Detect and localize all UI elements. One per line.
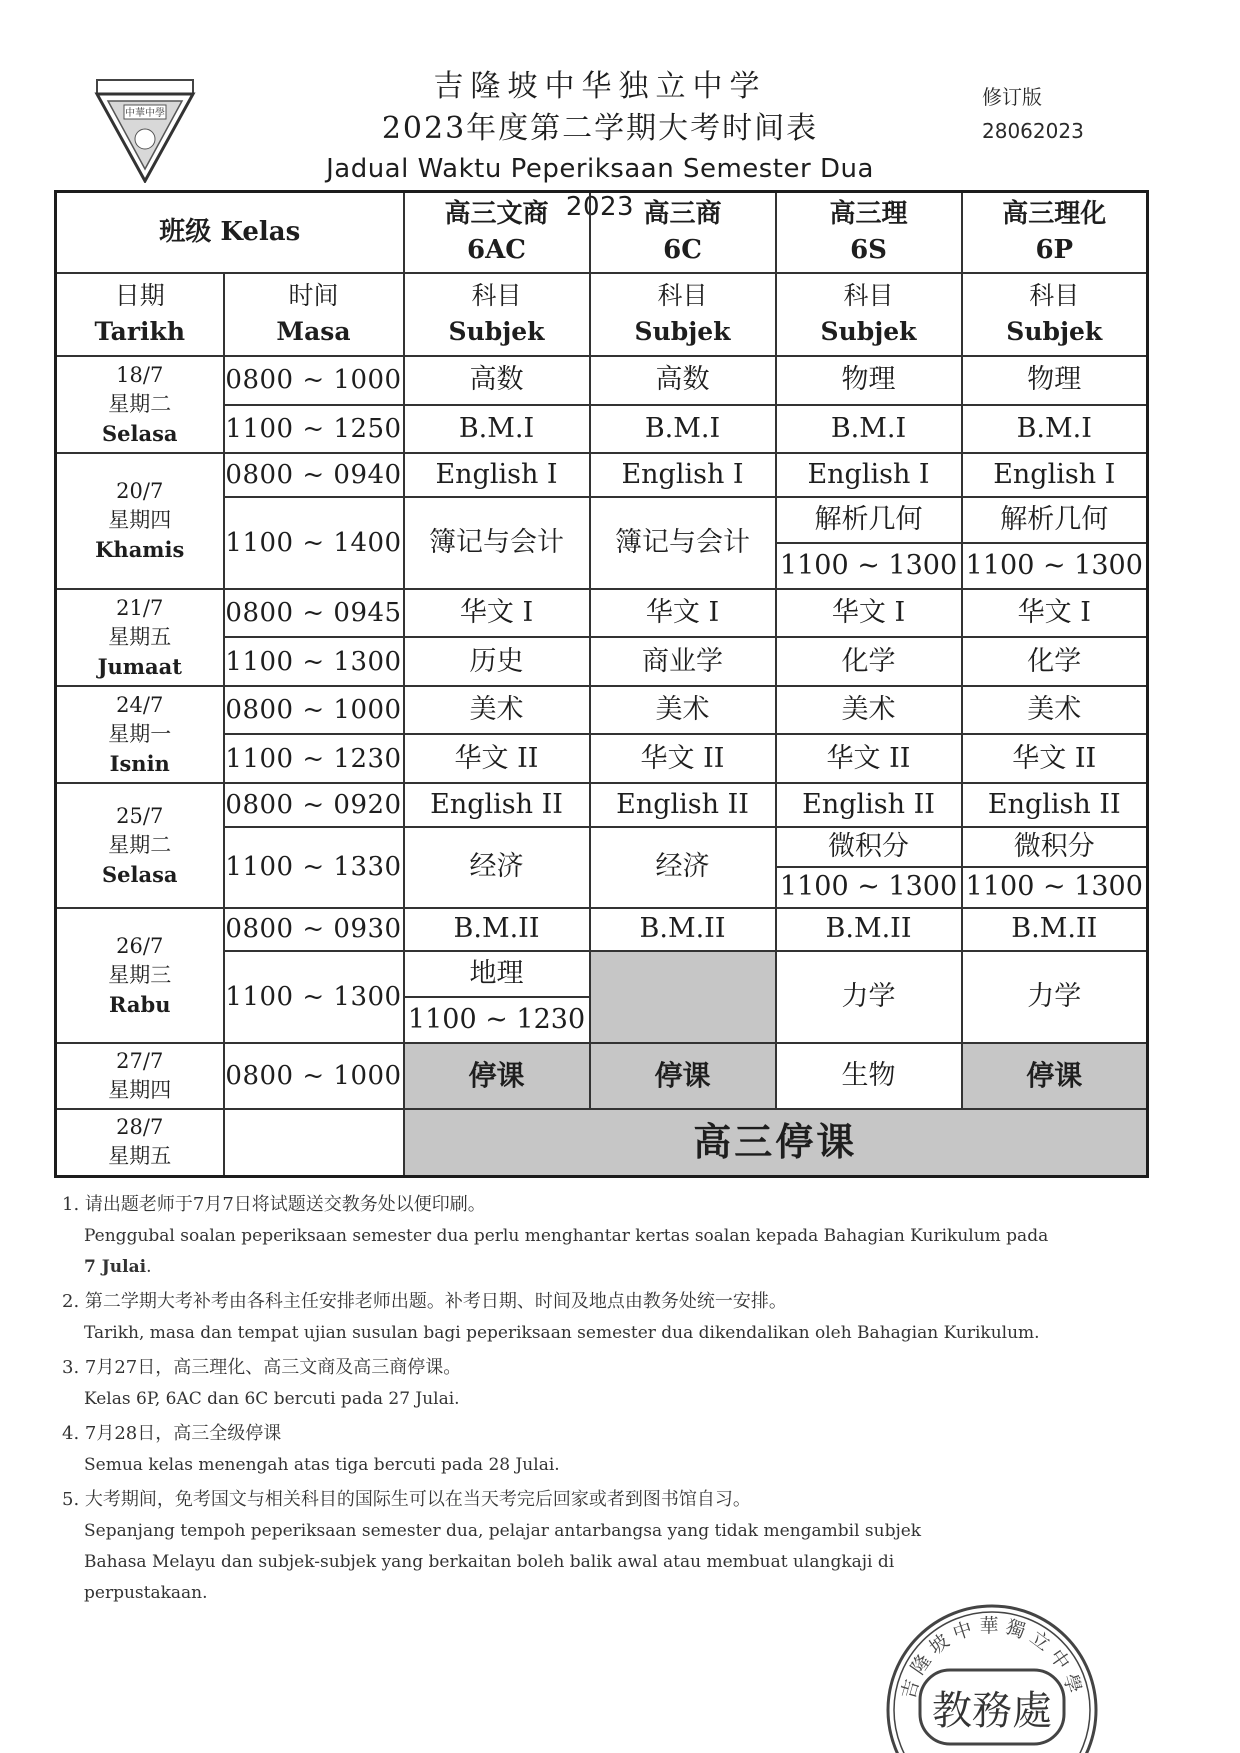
subject-cell: 高数 <box>404 356 590 405</box>
subject-cell: English I <box>776 453 962 497</box>
date-cell: 24/7 星期一 Isnin <box>56 686 224 783</box>
office-seal-stamp <box>872 1600 1112 1753</box>
subject-cell: 生物 <box>776 1043 962 1109</box>
subject-cell: 物理 <box>962 356 1148 405</box>
subject-header: 科目 Subjek <box>776 273 962 356</box>
subject-cell: 华文 I <box>776 589 962 638</box>
class-6ac: 高三文商 6AC <box>404 192 590 273</box>
time-cell: 1100 ~ 1300 <box>224 951 404 1043</box>
subject-cell: 美术 <box>776 686 962 735</box>
subject-cell: English II <box>404 783 590 827</box>
school-name: 吉隆坡中华独立中学 <box>433 69 767 104</box>
subject-cell: 美术 <box>404 686 590 735</box>
class-label: 班级 Kelas <box>56 192 404 273</box>
time-header: 时间 Masa <box>224 273 404 356</box>
time-cell: 0800 ~ 0930 <box>224 908 404 952</box>
subject-cell: 簿记与会计 <box>404 497 590 589</box>
subject-cell: 经济 <box>590 827 776 908</box>
time-cell: 0800 ~ 0940 <box>224 453 404 497</box>
no-class-cell: 停课 <box>590 1043 776 1109</box>
subject-cell: English I <box>404 453 590 497</box>
note-ms: Semua kelas menengah atas tiga bercuti pada 28 Julai. <box>84 1455 560 1475</box>
subject-cell: B.M.II <box>776 908 962 952</box>
time-cell: 1100 ~ 1330 <box>224 827 404 908</box>
time-cell: 0800 ~ 1000 <box>224 686 404 735</box>
subject-cell: B.M.I <box>590 405 776 454</box>
schedule-row <box>56 356 1148 405</box>
date-cell: 27/7 星期四 <box>56 1043 224 1109</box>
subject-cell: 簿记与会计 <box>590 497 776 589</box>
subject-cell: 美术 <box>962 686 1148 735</box>
date-cell: 21/7 星期五 Jumaat <box>56 589 224 686</box>
subject-cell: 华文 I <box>962 589 1148 638</box>
subject-cell: 力学 <box>776 951 962 1043</box>
notes-section <box>62 1188 1142 1611</box>
subject-header: 科目 Subjek <box>962 273 1148 356</box>
time-cell: 0800 ~ 0920 <box>224 783 404 827</box>
subject-cell: B.M.II <box>962 908 1148 952</box>
exam-timetable <box>54 190 1149 1178</box>
note-ms: Penggubal soalan peperiksaan semester dua perlu menghantar kertas soalan kepada Bahagian Kurikulum pada 7 Julai. <box>84 1226 1049 1277</box>
subject-cell: 经济 <box>404 827 590 908</box>
subject-cell-with-time: 地理 1100 ~ 1230 <box>404 951 590 1043</box>
note-4 <box>62 1417 1142 1481</box>
schedule-row <box>56 783 1148 827</box>
subject-cell-with-time: 微积分 1100 ~ 1300 <box>962 827 1148 908</box>
subject-header: 科目 Subjek <box>404 273 590 356</box>
date-cell: 18/7 星期二 Selasa <box>56 356 224 453</box>
schedule-row <box>56 686 1148 735</box>
time-cell <box>224 1109 404 1177</box>
subject-cell: English I <box>962 453 1148 497</box>
schedule-row <box>56 908 1148 952</box>
time-cell: 1100 ~ 1300 <box>224 637 404 686</box>
subject-cell-with-time: 解析几何 1100 ~ 1300 <box>962 497 1148 589</box>
subject-cell: English II <box>962 783 1148 827</box>
class-6c: 高三商 6C <box>590 192 776 273</box>
class-6p: 高三理化 6P <box>962 192 1148 273</box>
subject-cell: 华文 II <box>404 734 590 783</box>
subject-cell: 华文 II <box>776 734 962 783</box>
note-5 <box>62 1483 1142 1609</box>
note-ms: Tarikh, masa dan tempat ujian susulan bagi peperiksaan semester dua dikendalikan oleh Bahagian Kurikulum. <box>84 1323 1040 1343</box>
time-cell: 0800 ~ 1000 <box>224 356 404 405</box>
note-1 <box>62 1188 1142 1283</box>
schedule-row <box>56 1109 1148 1177</box>
subject-cell: B.M.I <box>962 405 1148 454</box>
subject-cell-with-time: 解析几何 1100 ~ 1300 <box>776 497 962 589</box>
note-3 <box>62 1351 1142 1415</box>
class-row <box>56 192 1148 273</box>
subject-cell: B.M.I <box>776 405 962 454</box>
time-cell: 1100 ~ 1230 <box>224 734 404 783</box>
subject-cell: 华文 II <box>590 734 776 783</box>
schedule-row <box>56 1043 1148 1109</box>
note-zh: 3. 7月27日，高三理化、高三文商及高三商停课。 <box>62 1357 462 1378</box>
subject-cell: 历史 <box>404 637 590 686</box>
subject-cell: 化学 <box>776 637 962 686</box>
date-header: 日期 Tarikh <box>56 273 224 356</box>
subject-cell-with-time: 微积分 1100 ~ 1300 <box>776 827 962 908</box>
seal-center-text: 教務處 <box>932 1688 1052 1734</box>
subject-cell: English I <box>590 453 776 497</box>
time-cell: 0800 ~ 0945 <box>224 589 404 638</box>
logo-text: 中華中學 <box>125 108 165 119</box>
schedule-row <box>56 589 1148 638</box>
no-class-banner: 高三停课 <box>404 1109 1148 1177</box>
schedule-row <box>56 453 1148 497</box>
subject-cell: English II <box>590 783 776 827</box>
date-cell: 20/7 星期四 Khamis <box>56 453 224 588</box>
header-row <box>56 273 1148 356</box>
subject-header: 科目 Subjek <box>590 273 776 356</box>
subject-cell: 化学 <box>962 637 1148 686</box>
subject-cell: 华文 I <box>590 589 776 638</box>
time-cell: 0800 ~ 1000 <box>224 1043 404 1109</box>
note-zh: 4. 7月28日，高三全级停课 <box>62 1423 282 1444</box>
title-zh: 2023年度第二学期大考时间表 <box>381 111 819 146</box>
shaded-empty-cell <box>590 951 776 1043</box>
time-cell: 1100 ~ 1250 <box>224 405 404 454</box>
revision-label: 修订版 <box>982 85 1042 109</box>
no-class-cell: 停课 <box>404 1043 590 1109</box>
subject-cell: 华文 I <box>404 589 590 638</box>
date-cell: 26/7 星期三 Rabu <box>56 908 224 1043</box>
subject-cell: English II <box>776 783 962 827</box>
note-ms: Kelas 6P, 6AC dan 6C bercuti pada 27 Julai. <box>84 1389 460 1409</box>
subject-cell: 物理 <box>776 356 962 405</box>
note-zh: 2. 第二学期大考补考由各科主任安排老师出题。补考日期、时间及地点由教务处统一安排。 <box>62 1291 787 1312</box>
subject-cell: 美术 <box>590 686 776 735</box>
date-cell: 28/7 星期五 <box>56 1109 224 1177</box>
note-zh: 5. 大考期间，免考国文与相关科目的国际生可以在当天考完后回家或者到图书馆自习。 <box>62 1489 751 1510</box>
revision-note <box>982 80 1084 148</box>
note-zh: 1. 请出题老师于7月7日将试题送交教务处以便印刷。 <box>62 1194 486 1215</box>
subject-cell: 高数 <box>590 356 776 405</box>
subject-cell: 商业学 <box>590 637 776 686</box>
no-class-cell: 停课 <box>962 1043 1148 1109</box>
subject-cell: 华文 II <box>962 734 1148 783</box>
subject-cell: B.M.I <box>404 405 590 454</box>
subject-cell: B.M.II <box>590 908 776 952</box>
title-ms: Jadual Waktu Peperiksaan Semester Dua 2023 <box>326 154 874 222</box>
note-2 <box>62 1285 1142 1349</box>
subject-cell: B.M.II <box>404 908 590 952</box>
revision-code: 28062023 <box>982 119 1084 143</box>
note-ms: Sepanjang tempoh peperiksaan semester dua, pelajar antarbangsa yang tidak mengambil subjek Bahasa Melayu dan subjek-subjek yang berkaitan boleh balik awal atau membuat ulangkaji di perpustakaan. <box>84 1521 922 1603</box>
time-cell: 1100 ~ 1400 <box>224 497 404 589</box>
subject-cell: 力学 <box>962 951 1148 1043</box>
date-cell: 25/7 星期二 Selasa <box>56 783 224 908</box>
seal-ring-text: 吉隆坡中華獨立中學 <box>897 1615 1087 1702</box>
school-logo <box>94 77 196 183</box>
class-6s: 高三理 6S <box>776 192 962 273</box>
